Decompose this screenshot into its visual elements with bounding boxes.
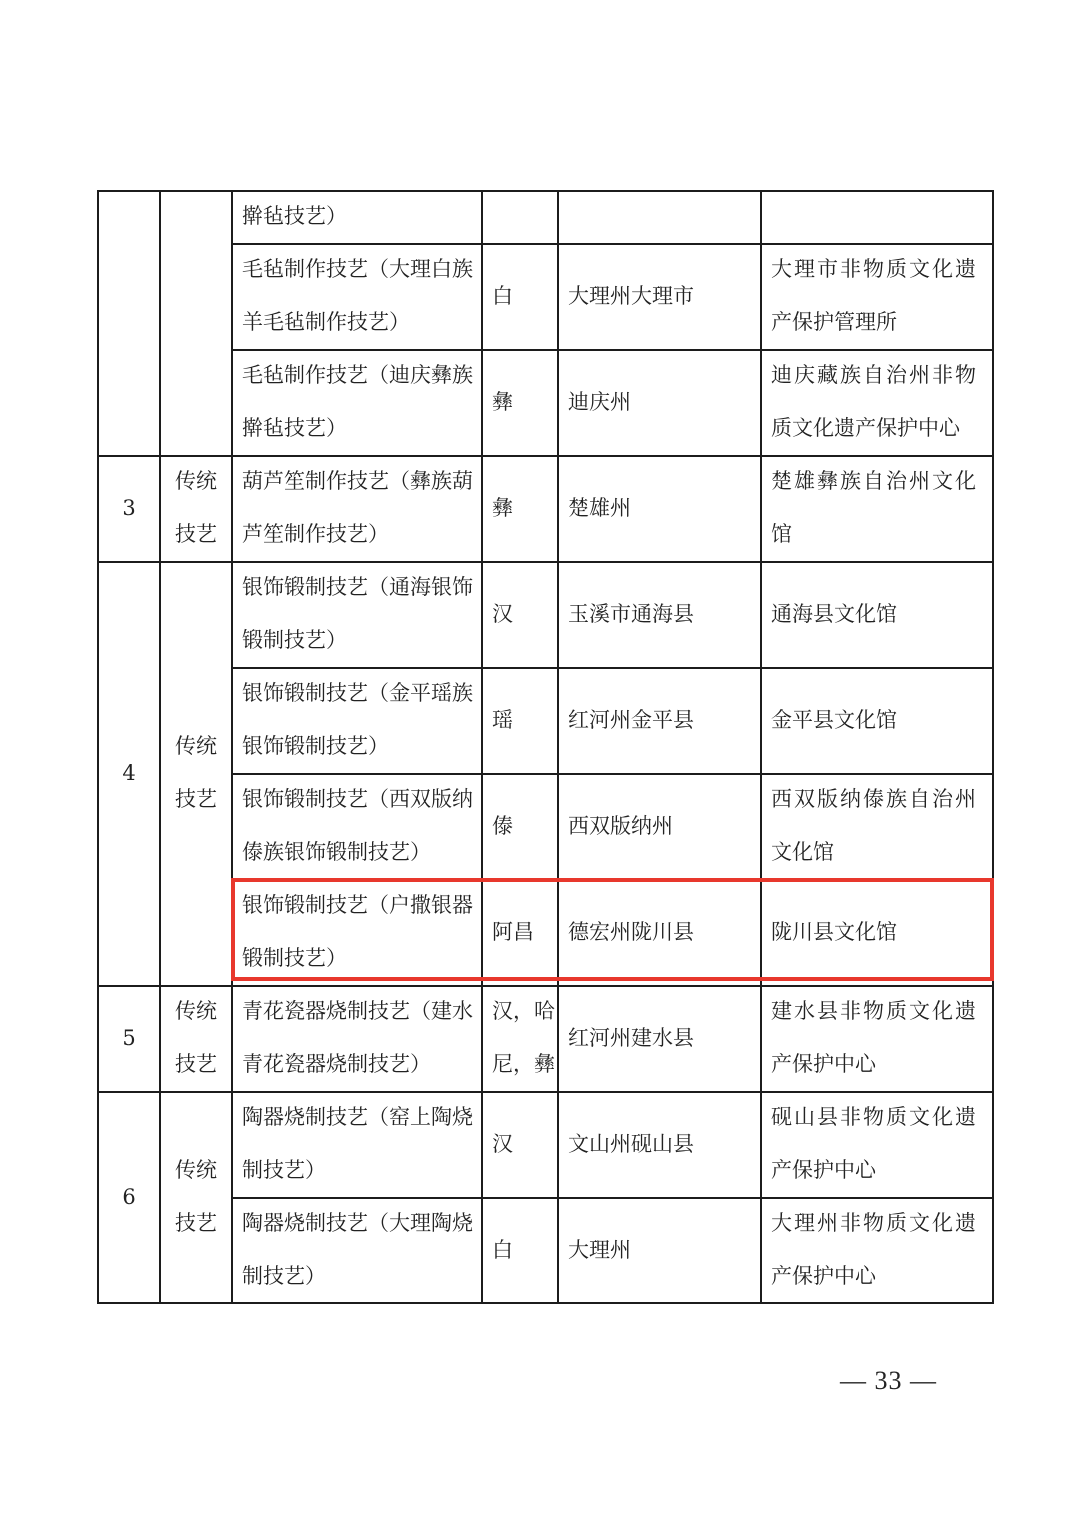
unit-cell: 质文化遗产保护中心	[771, 416, 960, 440]
item-cell: 银饰锻制技艺）	[242, 734, 389, 758]
item-cell: 锻制技艺）	[242, 946, 347, 970]
category-cell: 技艺	[175, 787, 217, 811]
region-cell: 楚雄州	[568, 496, 631, 520]
region-cell: 迪庆州	[568, 390, 631, 414]
unit-cell: 通海县文化馆	[771, 602, 897, 626]
item-cell: 锻制技艺）	[242, 628, 347, 652]
unit-cell: 建水县非物质文化遗	[771, 999, 978, 1023]
item-cell: 傣族银饰锻制技艺）	[242, 840, 431, 864]
number-cell: 4	[122, 761, 136, 785]
region-cell: 德宏州陇川县	[568, 920, 694, 944]
item-cell: 银饰锻制技艺（西双版纳	[242, 787, 473, 811]
ethnicity-cell: 尼，彝	[492, 1052, 555, 1076]
table-border-right	[992, 190, 994, 1304]
ethnicity-cell: 白	[492, 284, 513, 308]
unit-cell: 产保护中心	[771, 1264, 876, 1288]
item-cell: 毛毡制作技艺（迪庆彝族	[242, 363, 473, 387]
region-cell: 西双版纳州	[568, 814, 673, 838]
column-divider	[557, 190, 559, 1304]
item-cell: 芦笙制作技艺）	[242, 522, 389, 546]
unit-cell: 文化馆	[771, 840, 834, 864]
item-cell: 制技艺）	[242, 1158, 326, 1182]
item-cell: 毛毡制作技艺（大理白族	[242, 257, 473, 281]
region-cell: 大理州大理市	[568, 284, 694, 308]
column-divider	[760, 190, 762, 1304]
region-cell: 红河州建水县	[568, 1026, 694, 1050]
category-cell: 技艺	[175, 1211, 217, 1235]
item-cell: 羊毛毡制作技艺）	[242, 310, 410, 334]
ethnicity-cell: 彝	[492, 496, 513, 520]
unit-cell: 大理州非物质文化遗	[771, 1211, 978, 1235]
highlight-box	[231, 878, 994, 981]
item-cell: 擀毡技艺）	[242, 416, 347, 440]
unit-cell: 陇川县文化馆	[771, 920, 897, 944]
item-cell: 银饰锻制技艺（户撒银器	[242, 893, 473, 917]
item-cell: 青花瓷器烧制技艺（建水	[242, 999, 473, 1023]
column-divider	[481, 190, 483, 1304]
ethnicity-cell: 傣	[492, 814, 513, 838]
category-cell: 技艺	[175, 1052, 217, 1076]
unit-cell: 产保护管理所	[771, 310, 897, 334]
unit-cell: 西双版纳傣族自治州	[771, 787, 978, 811]
category-cell: 传统	[175, 999, 217, 1023]
category-cell: 技艺	[175, 522, 217, 546]
item-cell: 葫芦笙制作技艺（彝族葫	[242, 469, 473, 493]
unit-cell: 迪庆藏族自治州非物	[771, 363, 978, 387]
item-cell: 银饰锻制技艺（金平瑶族	[242, 681, 473, 705]
unit-cell: 产保护中心	[771, 1158, 876, 1182]
page-number: — 33 —	[840, 1366, 937, 1395]
unit-cell: 砚山县非物质文化遗	[771, 1105, 978, 1129]
ethnicity-cell: 汉，哈	[492, 999, 555, 1023]
item-cell: 陶器烧制技艺（窑上陶烧	[242, 1105, 473, 1129]
ethnicity-cell: 阿昌	[492, 920, 534, 944]
item-cell: 制技艺）	[242, 1264, 326, 1288]
unit-cell: 金平县文化馆	[771, 708, 897, 732]
category-cell: 传统	[175, 469, 217, 493]
data-table	[97, 190, 994, 1304]
item-cell: 银饰锻制技艺（通海银饰	[242, 575, 473, 599]
region-cell: 大理州	[568, 1238, 631, 1262]
ethnicity-cell: 白	[492, 1238, 513, 1262]
unit-cell: 产保护中心	[771, 1052, 876, 1076]
unit-cell: 大理市非物质文化遗	[771, 257, 978, 281]
region-cell: 玉溪市通海县	[568, 602, 694, 626]
unit-cell: 馆	[771, 522, 792, 546]
category-cell: 传统	[175, 1158, 217, 1182]
unit-cell: 楚雄彝族自治州文化	[771, 469, 978, 493]
region-cell: 红河州金平县	[568, 708, 694, 732]
item-cell: 青花瓷器烧制技艺）	[242, 1052, 431, 1076]
item-cell: 陶器烧制技艺（大理陶烧	[242, 1211, 473, 1235]
ethnicity-cell: 汉	[492, 1132, 513, 1156]
region-cell: 文山州砚山县	[568, 1132, 694, 1156]
number-cell: 5	[122, 1026, 136, 1050]
ethnicity-cell: 彝	[492, 390, 513, 414]
category-cell: 传统	[175, 734, 217, 758]
ethnicity-cell: 汉	[492, 602, 513, 626]
number-cell: 3	[122, 496, 136, 520]
column-divider	[231, 190, 233, 1304]
number-cell: 6	[122, 1185, 136, 1209]
ethnicity-cell: 瑶	[492, 708, 513, 732]
item-cell: 擀毡技艺）	[242, 204, 347, 228]
